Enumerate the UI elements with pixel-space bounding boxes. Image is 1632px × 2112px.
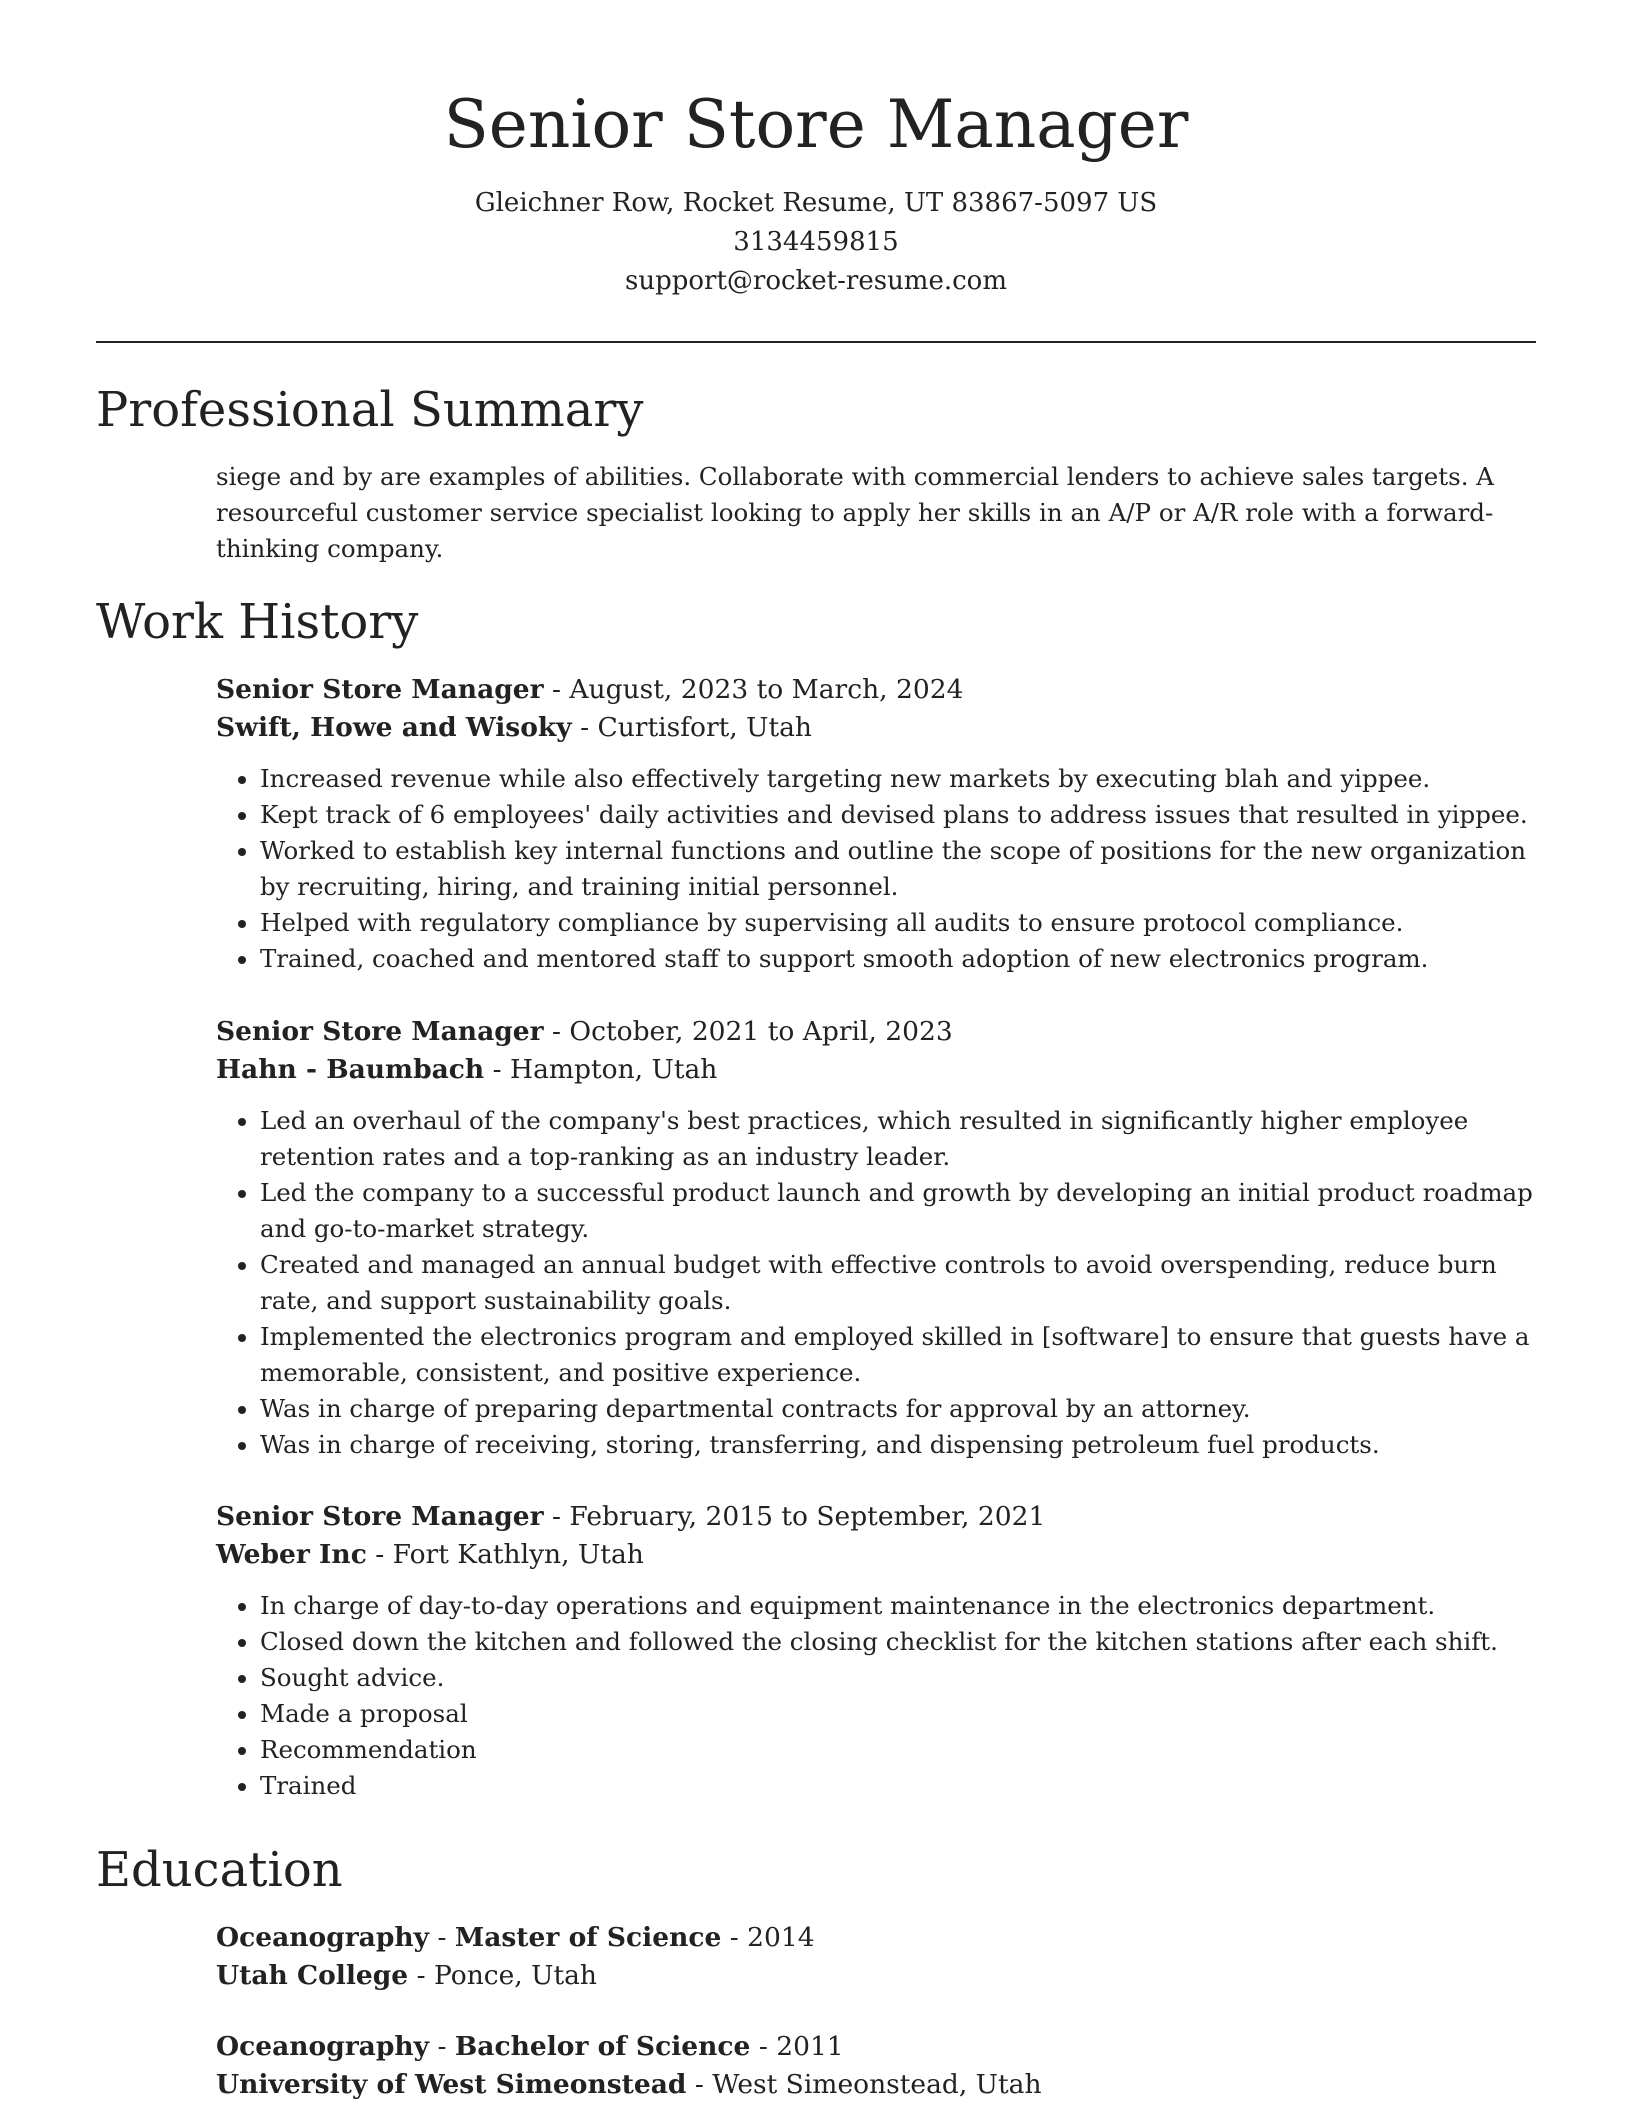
list-item: • Sought advice. (260, 1660, 1536, 1696)
education-degree-line: Oceanography - Master of Science - 2014 (216, 1922, 815, 1953)
list-item: • Increased revenue while also effectively targeting new markets by executing blah and yippee. (260, 761, 1536, 797)
job-bullets (216, 1103, 1536, 1463)
education-heading: Education (96, 1842, 343, 1898)
education-school: Utah College (216, 1960, 409, 1991)
list-item: • Led the company to a successful product launch and growth by developing an initial product roadmap and go-to-market strategy. (260, 1175, 1536, 1247)
education-entry (216, 1919, 1536, 1995)
job-company: Swift, Howe and Wisoky (216, 712, 572, 743)
list-item: • Helped with regulatory compliance by supervising all audits to ensure protocol compliance. (260, 905, 1536, 941)
education-entry (216, 2028, 1536, 2104)
list-item: • Led an overhaul of the company's best practices, which resulted in significantly higher employee retention rates and a top-ranking as an industry leader. (260, 1103, 1536, 1175)
job-location: Hampton, Utah (509, 1054, 718, 1085)
job-title-line: Senior Store Manager - August, 2023 to March, 2024 (216, 674, 964, 705)
education-school: University of West Simeonstead (216, 2069, 687, 2100)
education-field: Oceanography (216, 2031, 430, 2062)
list-item: • Trained (260, 1768, 1536, 1804)
header-divider (96, 341, 1536, 343)
job-title-line: Senior Store Manager - October, 2021 to April, 2023 (216, 1016, 953, 1047)
list-item: • Kept track of 6 employees' daily activities and devised plans to address issues that resulted in yippee. (260, 797, 1536, 833)
list-item: • In charge of day-to-day operations and equipment maintenance in the electronics department. (260, 1588, 1536, 1624)
education-school-line: Utah College - Ponce, Utah (216, 1960, 597, 1991)
job-entry (216, 671, 1536, 977)
job-company-line: Swift, Howe and Wisoky - Curtisfort, Utah (216, 712, 812, 743)
summary-section (216, 459, 1536, 567)
job-company-line: Weber Inc - Fort Kathlyn, Utah (216, 1539, 644, 1570)
job-entry (216, 1498, 1536, 1804)
summary-heading: Professional Summary (96, 382, 644, 438)
list-item: • Implemented the electronics program and employed skilled in [software] to ensure that guests have a memorable, consistent, and positive experience. (260, 1319, 1536, 1391)
contact-address: Gleichner Row, Rocket Resume, UT 83867-5097 US (474, 188, 1158, 218)
resume-header (0, 80, 1632, 301)
job-location: Curtisfort, Utah (597, 712, 812, 743)
list-item: • Worked to establish key internal functions and outline the scope of positions for the new organization by recruiting, hiring, and training initial personnel. (260, 833, 1536, 905)
contact-phone: 3134459815 (733, 227, 899, 257)
job-bullets (216, 761, 1536, 977)
education-degree: Master of Science (454, 1922, 722, 1953)
candidate-name: Senior Store Manager (443, 86, 1189, 163)
education-school-line: University of West Simeonstead - West Simeonstead, Utah (216, 2069, 1042, 2100)
job-dates: August, 2023 to March, 2024 (569, 674, 964, 705)
summary-text: siege and by are examples of abilities. Collaborate with commercial lenders to achieve sales targets. A resourceful customer service specialist looking to apply her skills in an A/P or A/R role with a forward-thinking company. (216, 462, 1494, 563)
job-company: Hahn - Baumbach (216, 1054, 485, 1085)
education-field: Oceanography (216, 1922, 430, 1953)
education-degree: Bachelor of Science (454, 2031, 751, 2062)
list-item: • Trained, coached and mentored staff to support smooth adoption of new electronics program. (260, 941, 1536, 977)
list-item: • Recommendation (260, 1732, 1536, 1768)
job-company: Weber Inc (216, 1539, 367, 1570)
job-entry (216, 1013, 1536, 1463)
education-year: 2011 (776, 2031, 844, 2062)
education-degree-line: Oceanography - Bachelor of Science - 2011 (216, 2031, 844, 2062)
list-item: • Was in charge of preparing departmental contracts for approval by an attorney. (260, 1391, 1536, 1427)
job-bullets (216, 1588, 1536, 1804)
education-location: Ponce, Utah (433, 1960, 597, 1991)
contact-email: support@rocket-resume.com (624, 266, 1007, 296)
education-year: 2014 (747, 1922, 815, 1953)
job-location: Fort Kathlyn, Utah (392, 1539, 644, 1570)
contact-info (0, 184, 1632, 301)
list-item: • Made a proposal (260, 1696, 1536, 1732)
job-position: Senior Store Manager (216, 1501, 544, 1532)
job-dates: October, 2021 to April, 2023 (569, 1016, 953, 1047)
job-company-line: Hahn - Baumbach - Hampton, Utah (216, 1054, 718, 1085)
list-item: • Closed down the kitchen and followed the closing checklist for the kitchen stations after each shift. (260, 1624, 1536, 1660)
list-item: • Created and managed an annual budget with effective controls to avoid overspending, reduce burn rate, and support sustainability goals. (260, 1247, 1536, 1319)
job-position: Senior Store Manager (216, 674, 544, 705)
list-item: • Was in charge of receiving, storing, transferring, and dispensing petroleum fuel products. (260, 1427, 1536, 1463)
job-dates: February, 2015 to September, 2021 (569, 1501, 1046, 1532)
work-history-heading: Work History (96, 594, 419, 650)
job-title-line: Senior Store Manager - February, 2015 to September, 2021 (216, 1501, 1046, 1532)
education-location: West Simeonstead, Utah (712, 2069, 1042, 2100)
job-position: Senior Store Manager (216, 1016, 544, 1047)
